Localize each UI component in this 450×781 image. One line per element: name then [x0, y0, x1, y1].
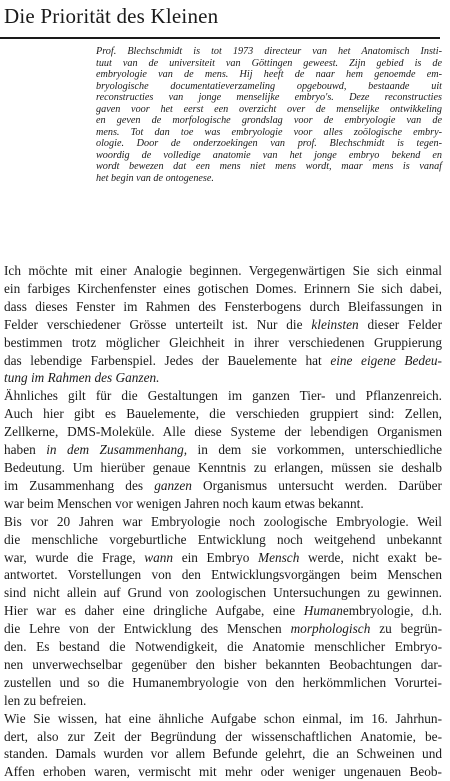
body-line [4, 602, 442, 620]
body-text-run: ein Embryo [173, 549, 258, 565]
intro-line: en geven de morfologische grondslag voor de embryologie van de [96, 115, 442, 126]
body-text-run: Organismus untersucht werden. Darüber [191, 477, 442, 493]
paragraph-4 [4, 710, 442, 781]
body-line [4, 549, 442, 567]
body-line [4, 620, 442, 638]
body-line [4, 316, 442, 334]
body-line: Ähnliches gilt für die Gestaltungen im ganzen Tier- und Pflanzenreich. [4, 388, 442, 404]
body-text [4, 262, 442, 781]
body-text-run: dieser Felder [358, 316, 443, 332]
intro-line: embryologie van de mens. Hij heeft de naar hem genoemde em- [96, 69, 442, 80]
intro-line: woordig de volledige anatomie van het jonge embryo bekend en [96, 149, 442, 161]
body-line: dass dieses Fenster im Rahmen des Fensterbogens durch Bleifassungen in [4, 298, 442, 314]
title-rule [0, 37, 440, 39]
body-text-run: die Lehre von der Entwicklung des Menschen [4, 621, 291, 637]
emphasis-text: morphologisch [290, 621, 371, 637]
intro-line: gaven voor het eerst een overzicht over de menselijke ontwikkeling [96, 103, 442, 115]
body-line: Affen erhoben waren, vermischt mit mehr oder weniger ungenauen Beob- [4, 764, 442, 780]
body-line: len zu befreien. [4, 692, 87, 708]
emphasis-text: wann [144, 549, 174, 565]
body-line [4, 441, 442, 459]
intro-abstract [96, 46, 442, 184]
body-line: nen unverwechselbar gegenüber den bisher bekannten Beobachtungen dar- [4, 656, 442, 672]
body-text-run: im Zusammenhang des [4, 477, 155, 493]
body-line: sind nicht allein auf Grund von zoologischen Untersuchungen zu gewinnen. [4, 585, 442, 601]
body-line: tung im Rahmen des Ganzen. [4, 370, 160, 386]
body-line: Bedeutung. Um hierüber genaue Kenntnis zu erlangen, müssen sie deshalb [4, 459, 442, 475]
emphasis-text: kleinsten [311, 316, 359, 332]
body-text-run: zu begrün- [370, 621, 442, 637]
body-line [4, 352, 442, 370]
emphasis-text: in dem Zusammenhang, [46, 442, 188, 458]
body-text-run: haben [4, 442, 47, 458]
body-line: den. Es bestand die Notwendigkeit, die Anatomie menschlicher Embryo- [4, 639, 442, 655]
body-line: Ich möchte mit einer Analogie beginnen. Vergegenwärtigen Sie sich einmal [4, 263, 442, 278]
paragraph-3 [4, 513, 442, 710]
body-line: standen. Damals wurden vor allem Befunde gelehrt, die an Schweinen und [4, 746, 442, 762]
body-line: Bis vor 20 Jahren war Embryologie noch zoologische Embryologie. Weil [4, 513, 442, 529]
body-line: die menschliche vorgeburtliche Entwicklung noch weitgehend unbekannt [4, 531, 442, 547]
body-line: bestimmen trotz möglicher Gleichheit in ihrer verschiedenen Gruppierung [4, 334, 442, 350]
body-line: war beim Menschen vor wenigen Jahren noch kaum etwas bekannt. [4, 495, 364, 511]
page-title: Die Priorität des Kleinen [4, 4, 219, 28]
body-line: Wie Sie wissen, hat eine ähnliche Aufgabe schon einmal, im 16. Jahrhun- [4, 710, 442, 726]
intro-line: ologie. Door de onderzoekingen van prof. Blechschmidt is tegen- [96, 138, 442, 149]
intro-line: Prof. Blechschmidt is tot 1973 directeur van het Anatomisch Insti- [96, 46, 442, 57]
emphasis-text: ganzen [154, 477, 192, 493]
body-line: zustellen und so die Humanembryologie von den herkömmlichen Vorurtei- [4, 674, 442, 690]
body-text-run: Hier war es daher eine dringliche Aufgabe, eine [4, 603, 304, 619]
intro-line: het begin van de ontogenese. [96, 172, 214, 184]
intro-line: bryologische documentatieverzameling opgebouwd, bestaande uit [96, 80, 442, 92]
body-line: ein farbiges Kirchenfenster eines gotischen Domes. Erinnern Sie sich dabei, [4, 280, 442, 296]
emphasis-text: Mensch [258, 549, 300, 565]
body-line: Zellkerne, DMS-Moleküle. Alle diese Systeme der lebendigen Organismen [4, 424, 442, 440]
body-line [4, 477, 442, 495]
body-line: antwortet. Vorstellungen von den Entwicklungsvorgängen beim Menschen [4, 567, 442, 583]
emphasis-text: Human [303, 603, 343, 619]
body-line: Auch hier gibt es Bauelemente, die verschieden gruppiert sind: Zellen, [4, 406, 442, 422]
paragraph-1 [4, 262, 442, 387]
body-line: dert, also zur Zeit der Begründung der wissenschaftlichen Anatomie, be- [4, 728, 442, 744]
emphasis-text: eine eigene Bedeu- [330, 352, 442, 368]
intro-line: tuut van de universiteit van Göttingen geweest. Zijn gebied is de [96, 57, 442, 69]
body-text-run: das lebendige Farbenspiel. Jedes der Bauelemente hat [4, 352, 331, 368]
paragraph-2 [4, 387, 442, 512]
body-text-run: Felder verschiedener Grösse unterteilt ist. Nur die [4, 316, 303, 332]
intro-line: wordt bewezen dat een mens niet mens wordt, maar mens is vanaf [96, 161, 442, 172]
intro-line: mens. Tot dan toe was embryologie voor alles zoölogische embry- [96, 126, 442, 138]
body-text-run: embryologie, d.h. [342, 603, 442, 619]
intro-line: reconstructies van jonge menselijke embryo's. Deze reconstructies [96, 92, 442, 103]
body-text-run: war, wurde die Frage, [4, 549, 145, 565]
body-text-run: in dem sie vorkommen, unterschiedliche [187, 442, 443, 458]
body-text-run: werde, nicht exakt be- [299, 549, 442, 565]
